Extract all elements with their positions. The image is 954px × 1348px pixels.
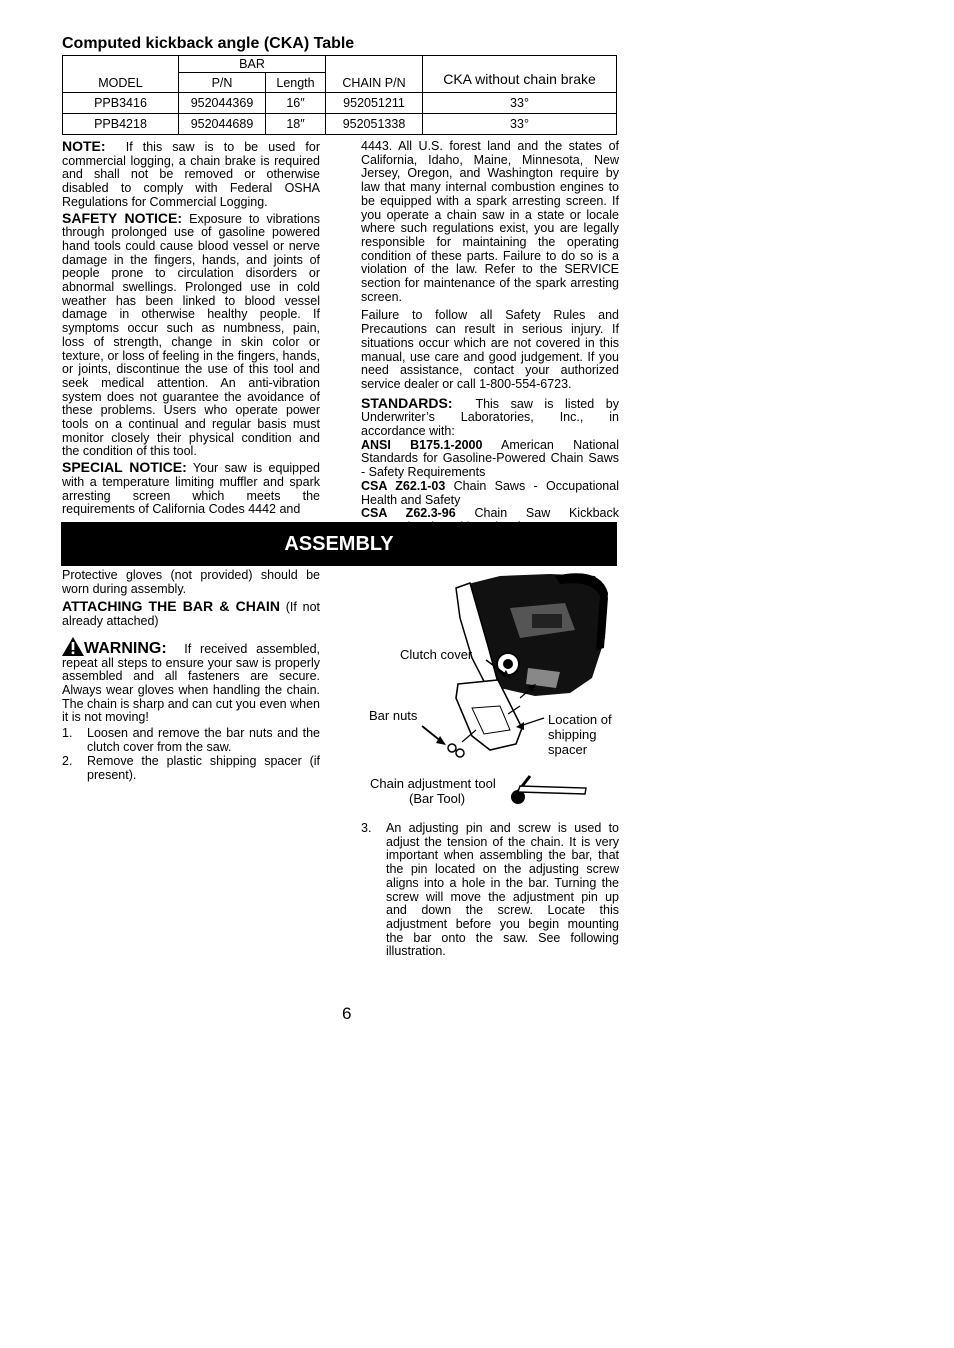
safety-notice-heading: SAFETY NOTICE:: [62, 209, 183, 226]
assembly-steps-continued: [361, 822, 619, 959]
attach-heading: ATTACHING THE BAR & CHAIN: [62, 598, 280, 615]
cell-cka: 33°: [423, 93, 617, 114]
standard-csa-3-text: Chain Saw Kickback: [474, 506, 619, 521]
step-text: Remove the plastic shipping spacer (if present).: [87, 754, 320, 783]
header-length: Length: [266, 73, 326, 93]
standards-heading: STANDARDS:: [361, 394, 453, 411]
label-shipping-spacer-2: shipping: [548, 727, 597, 742]
label-clutch-cover: Clutch cover: [400, 647, 473, 662]
standard-ansi: [361, 439, 619, 480]
note-heading: NOTE:: [62, 138, 106, 154]
cell-length: 16″: [266, 93, 326, 114]
table-row: [63, 114, 617, 135]
special-notice-heading: SPECIAL NOTICE:: [62, 459, 187, 476]
header-bar: BAR: [179, 56, 326, 73]
page-number: 6: [342, 1004, 352, 1023]
label-shipping-spacer-1: Location of: [548, 712, 612, 727]
label-shipping-spacer-3: spacer: [548, 742, 588, 757]
standard-csa-1-code: CSA Z62.1-03: [361, 478, 446, 493]
section-title: ASSEMBLY: [284, 533, 394, 555]
special-notice-text: Your saw is equipped with a temperature limiting muffler and spark arresting screen which meets the requirements of California Codes 4442 and: [62, 461, 320, 517]
standard-csa-3-code: CSA Z62.3-96: [361, 506, 456, 521]
label-chain-adjustment-tool: Chain adjustment tool: [370, 776, 496, 791]
step-number: 1.: [62, 726, 73, 741]
table-title: Computed kickback angle (CKA) Table: [62, 35, 355, 52]
header-chain-pn: CHAIN P/N: [326, 56, 423, 93]
assembly-section-bar: [61, 522, 617, 566]
safety-notice-paragraph: [62, 209, 320, 460]
standard-ansi-text: American National Standards for Gasoline-Powered Chain Saws - Safety Requirements: [361, 437, 619, 480]
cka-table: [62, 55, 617, 135]
attach-subheading: (If not already attached): [62, 600, 321, 629]
header-cka: CKA without chain brake: [423, 56, 617, 93]
table-row: [63, 93, 617, 114]
warning-text: If received assembled, repeat all steps to ensure your saw is properly assembled and all fasteners are secure. Always wear gloves when handling the chain. The chain is sharp and can cut you even when it is not moving!: [62, 641, 321, 725]
step-number: 3.: [361, 821, 372, 835]
cell-model: PPB3416: [63, 93, 179, 114]
right-column: [361, 140, 619, 535]
cell-length: 18″: [266, 114, 326, 135]
standard-csa-1-text: Chain Saws - Occupational Health and Safety: [361, 478, 619, 507]
label-bar-nuts: Bar nuts: [369, 708, 418, 723]
header-model: MODEL: [63, 56, 179, 93]
cell-cka: 33°: [423, 114, 617, 135]
spark-arrest-paragraph: 4443. All U.S. forest land and the states of California, Idaho, Maine, Minnesota, New Jersey, Oregon, and Washington require by law that many internal combustion engines to be equipped with a spark arresting screen. If you operate a chain saw in a state or locale where such regulations exist, you are legally responsible for maintaining the operating condition of these parts. Failure to do so is a violation of the law. Refer to the SERVICE section for maintenance of the spark arresting screen.: [361, 139, 619, 304]
safety-notice-text: Exposure to vibrations through prolonged use of gasoline powered hand tools could cause blood vessel or nerve damage in the fingers, hands, and joints of people prone to circulation disorders or abnormal swellings. Prolonged use in cold weather has been linked to blood vessel damage in otherwise healthy people. If symptoms occur such as numbness, pain, loss of strength, change in skin color or texture, or loss of feeling in the fingers, hands, or joints, discontinue the use of this tool and seek medical attention. An anti-vibration system does not guarantee the avoidance of these problems. Users who operate power tools on a continual and regular basis must monitor closely their physical condition and the condition of this tool.: [62, 211, 320, 459]
assembly-right-column: [361, 822, 619, 960]
warning-heading: WARNING:: [84, 639, 167, 657]
cell-model: PPB4218: [63, 114, 179, 135]
cell-bar-pn: 952044369: [179, 93, 266, 114]
header-pn: P/N: [179, 73, 266, 93]
label-bar-tool: (Bar Tool): [409, 791, 466, 806]
step-number: 2.: [62, 754, 73, 769]
standard-ansi-code: ANSI B175.1-2000: [361, 437, 483, 452]
step-text: Loosen and remove the bar nuts and the clutch cover from the saw.: [87, 726, 320, 754]
cell-chain-pn: 952051338: [326, 114, 423, 135]
standards-paragraph: [361, 394, 619, 439]
warning-triangle-icon: [62, 637, 84, 656]
list-item: [62, 727, 320, 754]
note-text: If this saw is to be used for commercial logging, a chain brake is required and shall not be removed or otherwise disabled to comply with Federal OSHA Regulations for Commercial Logging.: [62, 140, 320, 209]
note-paragraph: [62, 140, 320, 210]
step-text: An adjusting pin and screw is used to adjust the tension of the chain. It is very important when assembling the bar, that the pin located on the adjusting screw aligns into a hole in the bar. Turning the screw will move the adjustment pin up and down the screw. Locate this adjustment before you begin mounting the bar onto the saw. See following illustration.: [386, 821, 619, 959]
failure-paragraph: Failure to follow all Safety Rules and Precautions can result in serious injury. If situations occur which are not covered in this manual, use care and good judgement. If you need assistance, contact your authorized service dealer or call 1-800-554-6723.: [361, 308, 619, 391]
assembly-steps: [62, 727, 320, 783]
left-column: [62, 140, 320, 519]
special-notice-paragraph: [62, 461, 320, 517]
attach-paragraph: [62, 600, 320, 628]
list-item: [361, 822, 619, 959]
warning-paragraph: [62, 637, 320, 725]
list-item: [62, 755, 320, 782]
assembly-left-column: [62, 569, 320, 784]
cell-chain-pn: 952051211: [326, 93, 423, 114]
cell-bar-pn: 952044689: [179, 114, 266, 135]
gloves-paragraph: Protective gloves (not provided) should be worn during assembly.: [62, 568, 320, 596]
standards-text: This saw is listed by Underwriter’s Laboratories, Inc., in accordance with:: [361, 396, 619, 439]
standard-csa-1: [361, 480, 619, 507]
